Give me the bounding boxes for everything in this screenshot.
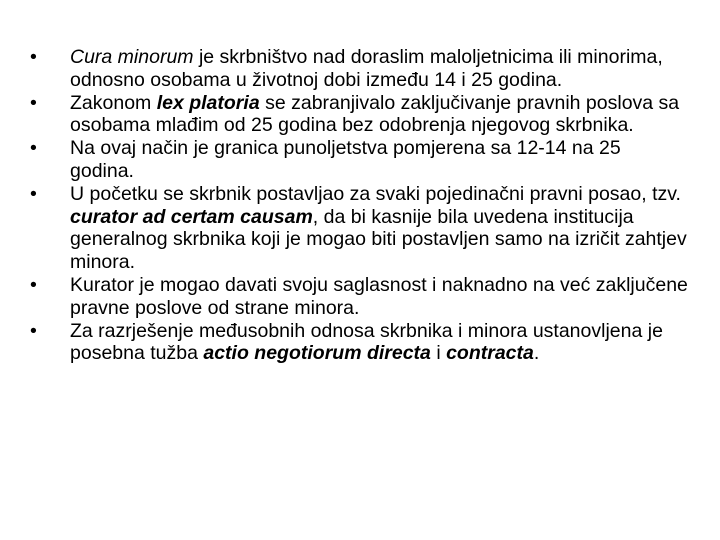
bullet-text: je skrbništvo nad doraslim maloljetnicima ili minorima, odnosno osobama u životnoj dobi između 14 i 25 godina. (70, 46, 663, 91)
bullet-text: se zabranjivalo zaključivanje pravnih poslova sa osobama mlađim od 25 godina bez odobrenja njegovog skrbnika. (70, 91, 680, 137)
bullet-list (30, 46, 690, 365)
bullet-emphasis-text: lex platoria (156, 91, 260, 114)
bullet-text: , da bi kasnije bila uvedena institucija generalnog skrbnika koji je mogao biti postavljen samo na izričit zahtjev minora. (70, 205, 687, 273)
bullet-text: . (533, 342, 540, 365)
bullet-text: U početku se skrbnik postavljao za svaki pojedinačni pravni posao, tzv. (70, 183, 681, 206)
bullet-text: Zakonom (70, 91, 157, 114)
bullet-dot-icon: • (30, 183, 37, 206)
bullet-item (30, 92, 690, 137)
bullet-emphasis-text: Cura minorum (70, 46, 194, 68)
bullet-item (30, 137, 690, 182)
bullet-emphasis-text: curator ad certam causam (70, 205, 313, 228)
bullet-text: i (430, 342, 447, 365)
bullet-dot-icon: • (30, 273, 37, 296)
bullet-emphasis-text: actio negotiorum directa (203, 342, 431, 365)
bullet-emphasis-text: contracta (446, 342, 534, 365)
bullet-item (30, 320, 690, 365)
bullet-item (30, 183, 690, 273)
bullet-text: Kurator je mogao davati svoju saglasnost i naknadno na već zaključene pravne poslove od strane minora. (70, 273, 688, 319)
bullet-dot-icon: • (30, 91, 37, 114)
bullet-dot-icon: • (30, 319, 37, 342)
bullet-item (30, 274, 690, 319)
bullet-item (30, 46, 690, 91)
bullet-dot-icon: • (30, 46, 37, 68)
bullet-text: Za razrješenje međusobnih odnosa skrbnika i minora ustanovljena je posebna tužba (70, 319, 663, 365)
bullet-dot-icon: • (30, 137, 37, 160)
bullet-text: Na ovaj način je granica punoljetstva pomjerena sa 12-14 na 25 godina. (70, 137, 621, 182)
